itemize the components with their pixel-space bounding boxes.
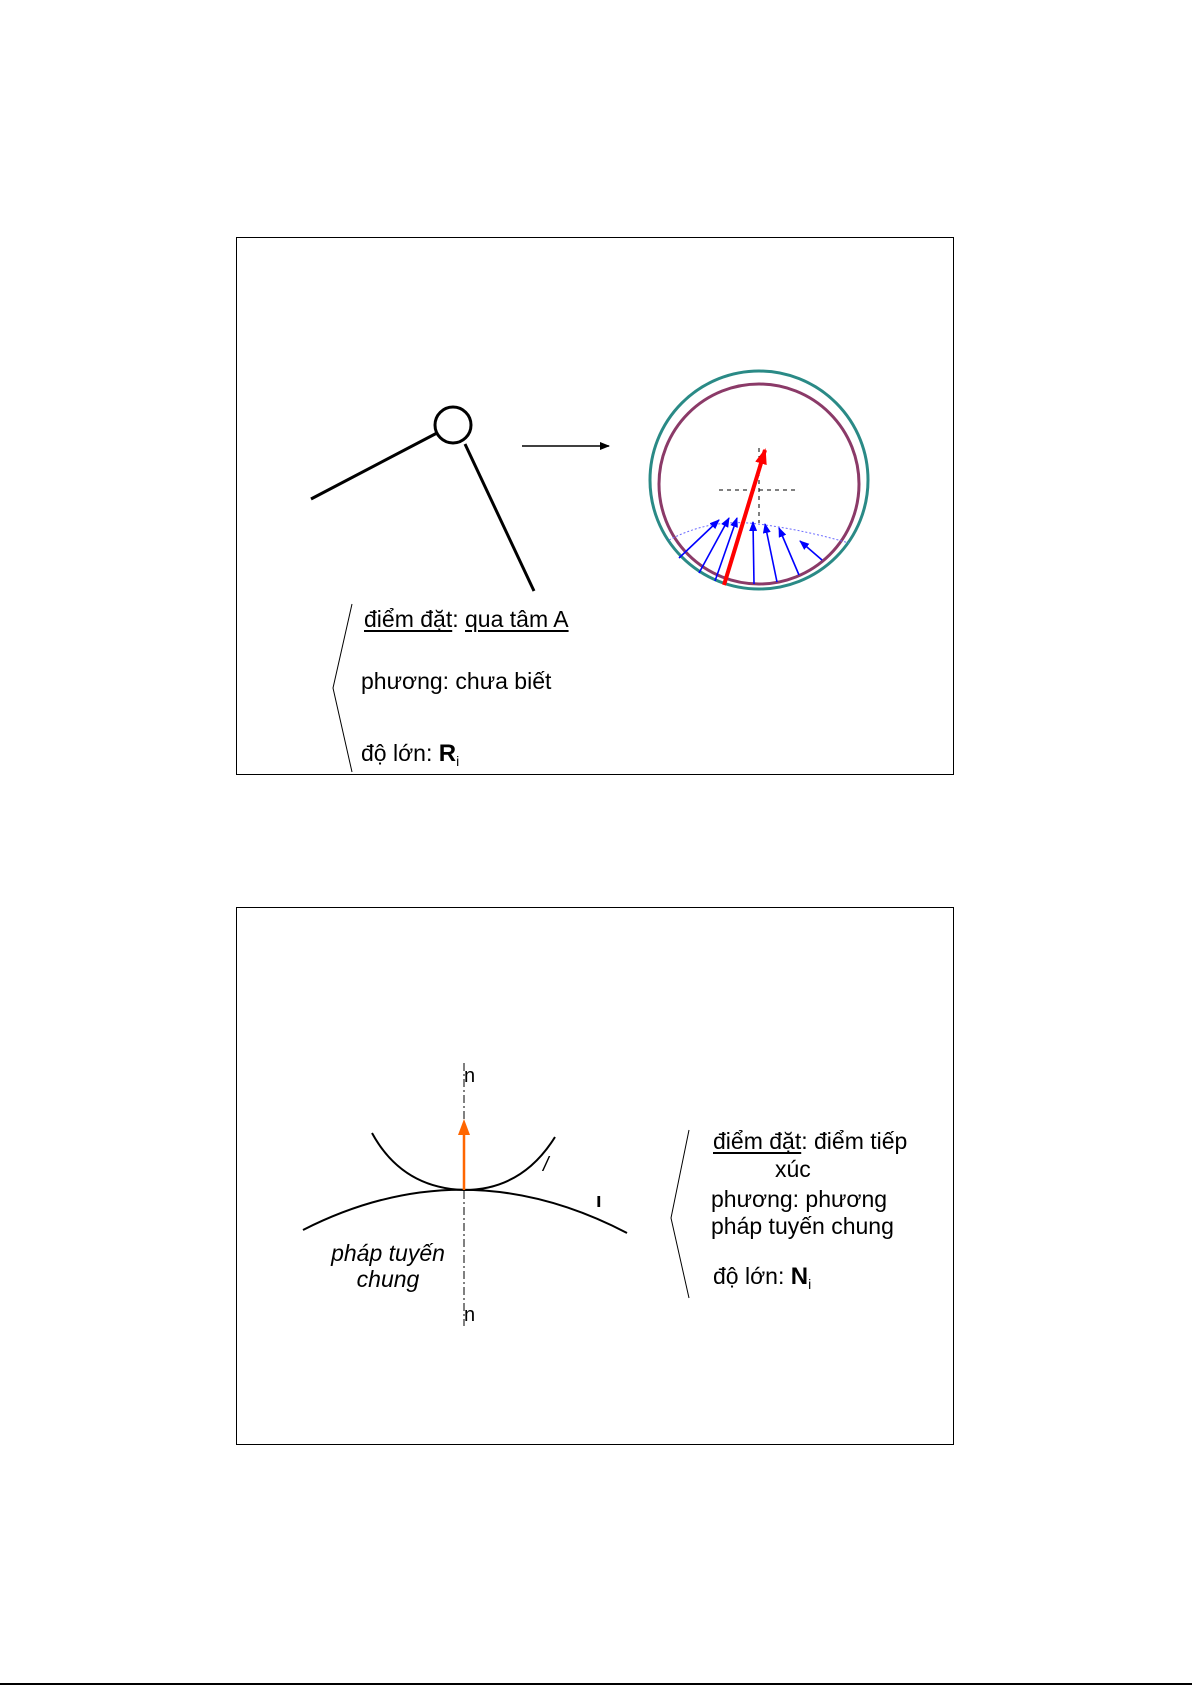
link-left — [311, 433, 437, 499]
joint-diagram — [237, 238, 955, 776]
point-label-key: điểm đặt — [713, 1128, 802, 1154]
pressure-arrow — [765, 524, 777, 582]
label-bracket — [333, 604, 352, 772]
point-label — [713, 1128, 907, 1154]
pressure-arrow — [699, 518, 729, 573]
common-normal-caption — [323, 1240, 453, 1292]
axis-label-top: n — [464, 1065, 476, 1087]
point-label-value: : điểm tiếp — [801, 1128, 908, 1154]
point-label-key: điểm đặt — [364, 606, 453, 632]
lower-curve-label: ı — [596, 1190, 602, 1212]
joint-circle — [435, 407, 471, 443]
magnitude-symbol: N — [790, 1263, 809, 1290]
point-label: điểm đặt: qua tâm A — [364, 606, 569, 632]
magnitude-prefix: độ lớn: — [713, 1263, 791, 1289]
magnitude-label — [713, 1263, 811, 1297]
slide-contact-reaction — [236, 907, 954, 1445]
magnitude-prefix: độ lớn: — [361, 740, 439, 766]
direction-label: phương: chưa biết — [361, 668, 552, 694]
magnitude-subscript: i — [456, 753, 460, 769]
pressure-arrow — [753, 522, 754, 584]
caption-line2: chung — [356, 1266, 420, 1292]
point-label-value: qua tâm A — [465, 606, 569, 632]
magnitude-symbol: R — [438, 740, 457, 767]
magnitude-label — [361, 740, 459, 774]
upper-curve-label: / — [543, 1154, 549, 1176]
axis-label-bottom: n — [464, 1304, 476, 1326]
label-bracket — [671, 1130, 689, 1298]
contact-diagram — [237, 908, 955, 1446]
caption-line1: pháp tuyến — [331, 1240, 445, 1266]
slide-joint-reaction — [236, 237, 954, 775]
point-label-cont: xúc — [775, 1156, 811, 1182]
pressure-envelope — [669, 523, 849, 543]
pressure-arrow — [800, 541, 822, 560]
pressure-arrow — [679, 520, 719, 558]
pressure-arrow — [779, 528, 799, 575]
link-right — [465, 444, 534, 591]
resultant-arrow — [724, 450, 765, 585]
magnitude-subscript: i — [808, 1276, 812, 1292]
normal-force-arrowhead — [458, 1119, 470, 1135]
lower-curve — [303, 1190, 627, 1233]
direction-label-2: pháp tuyến chung — [711, 1213, 894, 1239]
direction-label-1: phương: phương — [711, 1186, 888, 1212]
